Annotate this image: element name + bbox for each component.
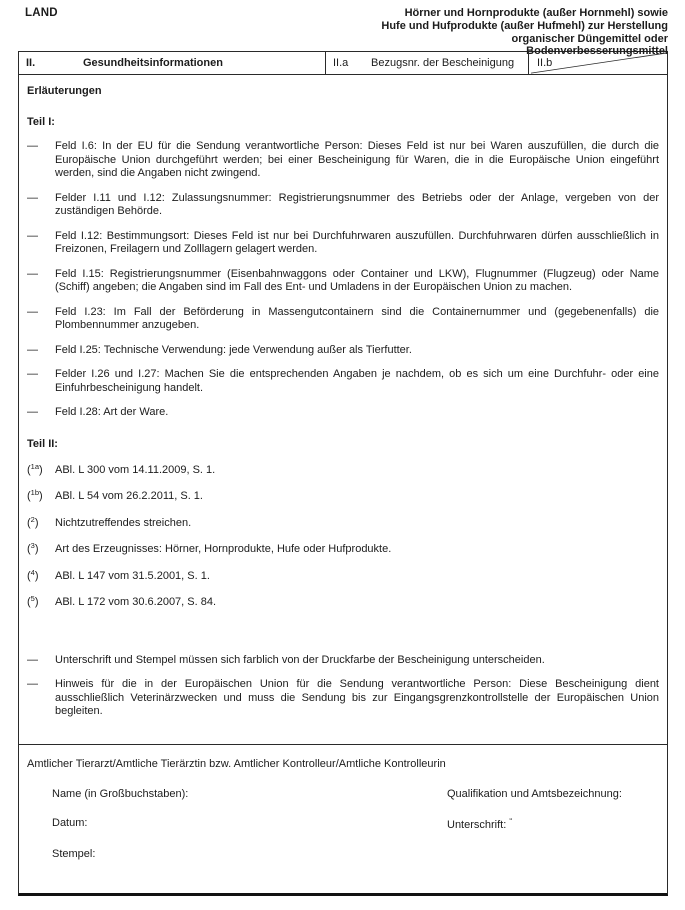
ref-label: Bezugsnr. der Bescheinigung (371, 57, 515, 69)
footnote-item (27, 596, 659, 610)
iib-code: II.b (537, 57, 553, 69)
note-text: Feld I.28: Art der Ware. (55, 406, 169, 418)
title-line: Hufe und Hufprodukte (außer Hufmehl) zur Herstellung (381, 19, 668, 32)
note-item (27, 654, 659, 668)
note-item (27, 344, 659, 358)
note-text: Felder I.11 und I.12: Zulassungsnummer: Registrierungsnummer des Betriebs oder der Anlage, vergeben von der zuständigen Behörde. (55, 191, 659, 217)
section-code: II. (26, 57, 36, 69)
footnote-sup: 2 (30, 514, 35, 524)
dash-marker: — (27, 368, 38, 380)
title-line: Hörner und Hornprodukte (außer Hornmehl) sowie (404, 7, 668, 19)
section-label: Gesundheitsinformationen (83, 57, 223, 69)
signature-row (27, 788, 659, 800)
reference-bar (18, 51, 668, 75)
footnote-marker (27, 514, 55, 531)
signature-row (27, 848, 659, 860)
section-ii-cell (19, 52, 326, 74)
signature-label: Unterschrift: (447, 819, 507, 831)
footnote-item (27, 543, 659, 557)
date-label: Datum: (52, 817, 88, 829)
note-item (27, 192, 659, 219)
qualification-label: Qualifikation und Amtsbezeichnung: (447, 788, 622, 800)
notes-heading: Erläuterungen (27, 85, 102, 97)
signature-mark: “ (509, 817, 513, 826)
note-text: Hinweis für die in der Europäischen Union für die Sendung verantwortliche Person: Diese Bescheinigung dient ausschließlich Veterinärzwecken und muss die Sendung bis zur Eingangsgrenzkontrollstelle der Europäischen Union begleiten. (55, 678, 659, 717)
footnote-sup: 4 (30, 567, 35, 577)
part2-heading: Teil II: (27, 437, 58, 450)
note-item (27, 406, 659, 420)
note-text: Feld I.15: Registrierungsnummer (Eisenbahnwaggons oder Container und LKW), Flugnummer (Flugzeug) oder Name (Schiff) angeben; die Angaben sind im Fall des Ent- und Umladens in der Europäischen Union zu machen. (55, 267, 659, 293)
footnote-text: Nichtzutreffendes streichen. (55, 516, 192, 529)
dash-marker: — (27, 406, 38, 418)
dash-marker: — (27, 678, 38, 690)
ref-code: II.a (333, 57, 349, 69)
title-line: organischer Düngemittel oder (511, 32, 668, 45)
part1-heading: Teil I: (27, 116, 55, 128)
footnote-marker (27, 461, 55, 478)
footnote-item (27, 567, 659, 584)
certificate-ref-cell (326, 52, 529, 74)
note-text: Felder I.26 und I.27: Machen Sie die entsprechenden Angaben je nachdem, ob es sich um eine Durchfuhr- oder eine Einfuhrbescheinigung handelt. (55, 368, 659, 394)
footnote-sup: 1a (30, 461, 40, 471)
note-text: Feld I.25: Technische Verwendung: jede Verwendung außer als Tierfutter. (55, 343, 412, 356)
dash-marker: — (27, 267, 38, 280)
signature-box (18, 745, 668, 896)
footnote-marker (27, 567, 55, 584)
footnote-text: ABl. L 300 vom 14.11.2009, S. 1. (55, 463, 216, 476)
footnote-item (27, 490, 659, 504)
note-item (27, 268, 659, 295)
name-label: Name (in Großbuchstaben): (52, 788, 189, 800)
dash-marker: — (27, 229, 38, 242)
footnote-marker (27, 543, 55, 557)
footnote-marker (27, 596, 55, 610)
footnote-sup: 3 (30, 541, 35, 550)
note-text: Feld I.12: Bestimmungsort: Dieses Feld ist nur bei Durchfuhrwaren auszufüllen. Durchfuhrwaren dürfen ausschließlich in Freizonen, Freilagern und Zolllagern gelagert werden. (55, 229, 659, 255)
signature-row (27, 817, 659, 831)
note-item (27, 306, 659, 333)
note-item (27, 678, 659, 719)
dash-marker: — (27, 140, 38, 152)
iib-cell (529, 52, 667, 74)
note-text: Feld I.6: In der EU für die Sendung verantwortliche Person: Dieses Feld ist nur bei Waren auszufüllen, die durch die Europäische Union durchgeführt werden; bei einer Bescheinigung für Waren, die in die Europäische Union eingeführt werden, sind die Angaben nicht zwingend. (55, 140, 659, 179)
dash-marker: — (27, 343, 38, 356)
signature-label-wrap (447, 817, 659, 831)
note-item (27, 368, 659, 395)
note-item (27, 230, 659, 257)
footnote-text: ABl. L 172 vom 30.6.2007, S. 84. (55, 596, 217, 608)
footnote-text: ABl. L 54 vom 26.2.2011, S. 1. (55, 490, 203, 502)
dash-marker: — (27, 653, 38, 666)
footnote-sup: 1b (30, 488, 40, 497)
signature-heading: Amtlicher Tierarzt/Amtliche Tierärztin bzw. Amtlicher Kontrolleur/Amtliche Kontrolleurin (27, 758, 446, 770)
country-label: LAND (25, 7, 58, 19)
note-text: Unterschrift und Stempel müssen sich farblich von der Druckfarbe der Bescheinigung unterscheiden. (55, 653, 545, 666)
notes-box (18, 75, 668, 745)
document-title (381, 7, 668, 58)
note-item (27, 140, 659, 181)
document-header (0, 0, 685, 58)
footnote-marker (27, 490, 55, 504)
stamp-label: Stempel: (52, 848, 96, 860)
dash-marker: — (27, 191, 38, 204)
footnote-item (27, 461, 659, 478)
dash-marker: — (27, 305, 38, 318)
note-text: Feld I.23: Im Fall der Beförderung in Massengutcontainern sind die Containernummer und (gegebenenfalls) die Plombennummer anzugeben. (55, 305, 659, 331)
footnote-sup: 5 (30, 594, 35, 603)
footnote-text: Art des Erzeugnisses: Hörner, Hornprodukte, Hufe oder Hufprodukte. (55, 543, 392, 555)
title-line: Bodenverbesserungsmittel (526, 45, 668, 58)
footnote-text: ABl. L 147 vom 31.5.2001, S. 1. (55, 569, 210, 582)
footnote-item (27, 514, 659, 531)
